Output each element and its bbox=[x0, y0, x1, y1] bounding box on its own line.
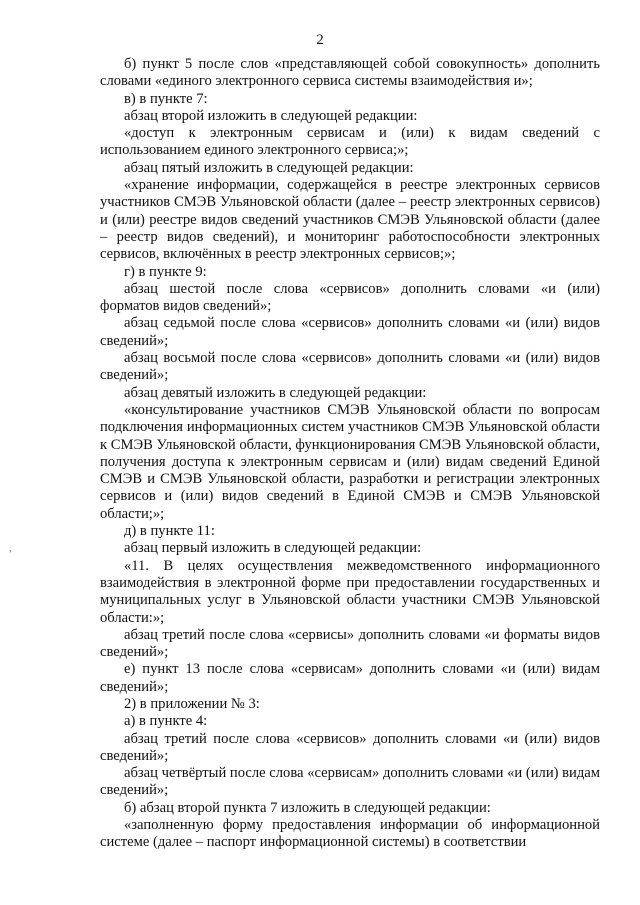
paragraph: в) в пункте 7: bbox=[124, 90, 208, 107]
page-number: 2 bbox=[316, 32, 324, 48]
paragraph: «доступ к электронным сервисам и (или) к видам сведений с использованием единого электронного сервиса;»; bbox=[100, 125, 600, 159]
paragraph: б) пункт 5 после слов «представляющей собой совокупность» дополнить словами «единого электронного сервиса системы взаимодействия и»; bbox=[100, 56, 600, 90]
paragraph: «11. В целях осуществления межведомственного информационного взаимодействия в электронной форме при предоставлении государственных и муниципальных услуг в Ульяновской области участники СМЭВ Ульяновской области:»; bbox=[100, 557, 600, 626]
paragraph: абзац пятый изложить в следующей редакции: bbox=[124, 159, 414, 176]
paragraph: «консультирование участников СМЭВ Ульяновской области по вопросам подключения информационных систем участников СМЭВ Ульяновской области к СМЭВ Ульяновской области, функционирования СМЭВ Ульяновской области, получения доступа к электронным сервисам и (или) видам сведений Единой СМЭВ и СМЭВ Ульяновской области, разработки и регистрации электронных сервисов и (или) видов сведений в Единой СМЭВ и СМЭВ Ульяновской области;»; bbox=[100, 401, 600, 522]
paragraph: «хранение информации, содержащейся в реестре электронных сервисов участников СМЭВ Ульяновской области (далее – реестр электронных сервисов) и (или) реестре видов сведений участников СМЭВ Ульяновской области (далее – реестр видов сведений), и мониторинг работоспособности электронных сервисов, включённых в реестр электронных сервисов;»; bbox=[100, 177, 600, 263]
paragraph: абзац третий после слова «сервисов» дополнить словами «и (или) видов сведений»; bbox=[100, 730, 600, 764]
paragraph: абзац девятый изложить в следующей редакции: bbox=[124, 384, 427, 401]
margin-mark: , bbox=[9, 542, 12, 554]
document-body bbox=[100, 56, 600, 852]
paragraph: абзац четвёртый после слова «сервисам» дополнить словами «и (или) видам сведений»; bbox=[100, 765, 600, 799]
paragraph: абзац второй изложить в следующей редакции: bbox=[124, 107, 418, 124]
paragraph: б) абзац второй пункта 7 изложить в следующей редакции: bbox=[124, 799, 491, 816]
paragraph: абзац восьмой после слова «сервисов» дополнить словами «и (или) видов сведений»; bbox=[100, 350, 600, 384]
paragraph: абзац седьмой после слова «сервисов» дополнить словами «и (или) видов сведений»; bbox=[100, 315, 600, 349]
paragraph: г) в пункте 9: bbox=[124, 263, 207, 280]
paragraph: д) в пункте 11: bbox=[124, 523, 215, 540]
paragraph: абзац первый изложить в следующей редакции: bbox=[124, 540, 422, 557]
paragraph: е) пункт 13 после слова «сервисам» дополнить словами «и (или) видам сведений»; bbox=[100, 661, 600, 695]
paragraph: 2) в приложении № 3: bbox=[124, 695, 260, 712]
paragraph: абзац третий после слова «сервисы» дополнить словами «и форматы видов сведений»; bbox=[100, 626, 600, 661]
paragraph: а) в пункте 4: bbox=[124, 713, 208, 730]
paragraph: «заполненную форму предоставления информации об информационной системе (далее – паспорт информационной системы) в соответствии bbox=[100, 817, 600, 851]
paragraph: абзац шестой после слова «сервисов» дополнить словами «и (или) форматов видов сведений»; bbox=[100, 280, 600, 315]
